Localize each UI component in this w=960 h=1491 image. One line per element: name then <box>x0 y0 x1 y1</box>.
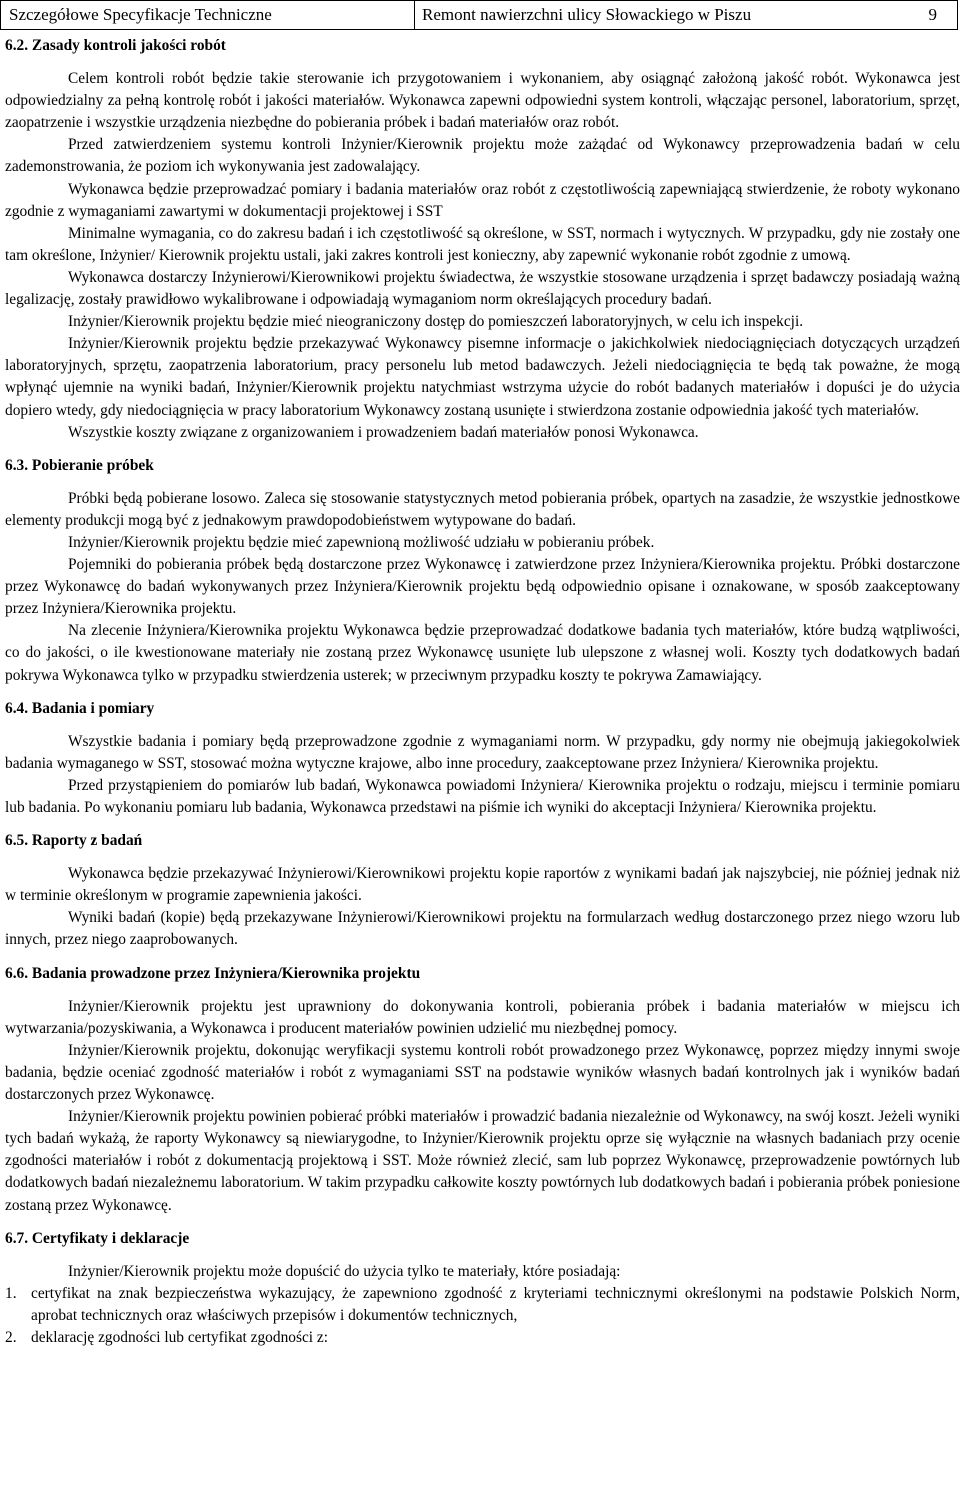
paragraph: Inżynier/Kierownik projektu, dokonując weryfikacji systemu kontroli robót prowadzonego przez Wykonawcę, poprzez między innymi swoje badania, będzie oceniać zgodność materiałów i robót z wymaganiami SST na podstawie wyników własnych badań kontrolnych jak i wyników badań dostarczonych przez Wykonawcę. <box>5 1041 960 1104</box>
paragraph: Przed przystąpieniem do pomiarów lub badań, Wykonawca powiadomi Inżyniera/ Kierownika projektu o rodzaju, miejscu i terminie pomiaru lub badania. Po wykonaniu pomiaru lub badania, Wykonawca przedstawi na piśmie ich wyniki do akceptacji Inżyniera/ Kierownika projektu. <box>5 776 960 816</box>
list-item <box>5 1327 960 1349</box>
section-heading-6-3: 6.3. Pobieranie próbek <box>5 456 154 474</box>
section-heading-6-5: 6.5. Raporty z badań <box>5 832 143 850</box>
paragraph: Inżynier/Kierownik projektu może dopuścić do użycia tylko te materiały, które posiadają: <box>68 1262 621 1280</box>
page-header <box>0 0 958 30</box>
document-body <box>5 35 960 1349</box>
paragraph: Przed zatwierdzeniem systemu kontroli Inżynier/Kierownik projektu może zażądać od Wykonawcy przeprowadzenia badań w celu zademonstrowania, że poziom ich wykonywania jest zadowalający. <box>5 136 960 176</box>
paragraph: Wykonawca będzie przeprowadzać pomiary i badania materiałów oraz robót z częstotliwością zapewniającą stwierdzenie, że roboty wykonano zgodnie z wymaganiami zawartymi w dokumentacji projektowej i SST <box>5 180 960 220</box>
list-item-text: certyfikat na znak bezpieczeństwa wykazujący, że zapewniono zgodność z kryteriami technicznymi określonymi na podstawie Polskich Norm, aprobat technicznych oraz właściwych przepisów i dokumentów technicznych, <box>31 1284 960 1324</box>
paragraph: Inżynier/Kierownik projektu będzie mieć nieograniczony dostęp do pomieszczeń laboratoryjnych, w celu ich inspekcji. <box>68 313 804 331</box>
paragraph: Celem kontroli robót będzie takie sterowanie ich przygotowaniem i wykonaniem, aby osiągnąć założoną jakość robót. Wykonawca jest odpowiedzialny za pełną kontrolę robót i jakości materiałów. Wykonawca zapewni odpowiedni system kontroli, włączając personel, laboratorium, sprzęt, zaopatrzenie i wszystkie urządzenia niezbędne do pobierania próbek i badań materiałów oraz robót. <box>5 70 960 132</box>
paragraph: Wyniki badań (kopie) będą przekazywane Inżynierowi/Kierownikowi projektu na formularzach według dostarczonego przez niego wzoru lub innych, przez niego zaaprobowanych. <box>5 909 960 949</box>
paragraph: Wszystkie koszty związane z organizowaniem i prowadzeniem badań materiałów ponosi Wykonawca. <box>68 423 699 441</box>
paragraph: Pojemniki do pobierania próbek będą dostarczone przez Wykonawcę i zatwierdzone przez Inżyniera/Kierownika projektu. Próbki dostarczone przez Wykonawcę do badań wykonywanych przez Inżyniera/Kierownik projektu będą odpowiednio opisane i oznakowane, w sposób zaakceptowany przez Inżyniera/Kierownika projektu. <box>5 556 960 618</box>
section-heading-6-7: 6.7. Certyfikaty i deklaracje <box>5 1229 190 1247</box>
certificate-list <box>5 1283 960 1349</box>
list-item <box>5 1283 960 1327</box>
paragraph: Wykonawca dostarczy Inżynierowi/Kierownikowi projektu świadectwa, że wszystkie stosowane urządzenia i sprzęt badawczy posiadają ważną legalizację, zostały prawidłowo wykalibrowane i odpowiadają wymaganiom norm określających procedury badań. <box>5 268 960 309</box>
list-item-number: 2. <box>5 1328 17 1346</box>
paragraph: Wykonawca będzie przekazywać Inżynierowi/Kierownikowi projektu kopie raportów z wynikami badań jak najszybciej, nie później jednak niż w terminie określonym w programie zapewnienia jakości. <box>5 865 960 905</box>
paragraph: Minimalne wymagania, co do zakresu badań i ich częstotliwość są określone, w SST, normach i wytycznych. W przypadku, gdy nie zostały one tam określone, Inżynier/ Kierownik projektu ustali, jaki zakres kontroli jest konieczny, aby zapewnić wykonanie robót zgodnie z umową. <box>5 224 960 264</box>
section-heading-6-4: 6.4. Badania i pomiary <box>5 699 155 717</box>
paragraph: Inżynier/Kierownik projektu powinien pobierać próbki materiałów i prowadzić badania niezależnie od Wykonawcy, na swój koszt. Jeżeli wyniki tych badań wykażą, że raporty Wykonawcy są niewiarygodne, to Inżynier/Kierownik projektu oprze się wyłącznie na własnych badaniach przy ocenie zgodności materiałów i robót z dokumentacją projektową i SST. Może również zlecić, sam lub poprzez Wykonawcę, przeprowadzenie powtórnych lub dodatkowych badań niezależnemu laboratorium. W takim przypadku całkowite koszty powtórnych lub dodatkowych badań i pobierania próbek poniesione zostaną przez Wykonawcę. <box>5 1108 960 1214</box>
paragraph: Inżynier/Kierownik projektu będzie przekazywać Wykonawcy pisemne informacje o jakichkolwiek niedociągnięciach dotyczących urządzeń laboratoryjnych, sprzętu, zaopatrzenia laboratorium, pracy personelu lub metod badawczych. Jeżeli niedociągnięcia te będą tak poważne, że mogą wpłynąć ujemnie na wyniki badań, Inżynier/Kierownik projektu natychmiast wstrzyma użycie do robót badanych materiałów i dopuści je do użycia dopiero wtedy, gdy niedociągnięcia w pracy laboratorium Wykonawcy zostaną usunięte i stwierdzona zostanie odpowiednia jakość tych materiałów. <box>5 335 960 419</box>
header-divider <box>414 1 415 29</box>
paragraph: Inżynier/Kierownik projektu jest uprawniony do dokonywania kontroli, pobierania próbek i badania materiałów w miejscu ich wytwarzania/pozyskiwania, a Wykonawca i producent materiałów powinien udzielić mu niezbędnej pomocy. <box>5 997 960 1037</box>
list-item-text: deklarację zgodności lub certyfikat zgodności z: <box>31 1328 329 1346</box>
header-document-title: Szczegółowe Specyfikacje Techniczne <box>9 5 272 24</box>
section-heading-6-6: 6.6. Badania prowadzone przez Inżyniera/Kierownika projektu <box>5 964 421 982</box>
paragraph: Próbki będą pobierane losowo. Zaleca się stosowanie statystycznych metod pobierania próbek, opartych na zasadzie, że wszystkie jednostkowe elementy produkcji mogą być z jednakowym prawdopodobieństwem wytypowane do badań. <box>5 489 960 529</box>
paragraph: Inżynier/Kierownik projektu będzie mieć zapewnioną możliwość udziału w pobieraniu próbek. <box>68 533 655 551</box>
paragraph: Na zlecenie Inżyniera/Kierownika projektu Wykonawca będzie przeprowadzać dodatkowe badania tych materiałów, które budzą wątpliwości, co do jakości, o ile kwestionowane materiały nie zostaną przez Wykonawcę usunięte lub ulepszone z własnej woli. Koszty tych dodatkowych badań pokrywa Wykonawca tylko w przypadku stwierdzenia usterek; w przeciwnym przypadku koszty te pokrywa Zamawiający. <box>5 622 960 684</box>
paragraph: Wszystkie badania i pomiary będą przeprowadzone zgodnie z wymaganiami norm. W przypadku, gdy normy nie obejmują jakiegokolwiek badania wymaganego w SST, stosować można wytyczne krajowe, albo inne procedury, zaakceptowane przez Inżyniera/ Kierownika projektu. <box>5 732 960 772</box>
list-item-number: 1. <box>5 1284 17 1302</box>
page-number: 9 <box>928 5 937 24</box>
section-heading-6-2: 6.2. Zasady kontroli jakości robót <box>5 37 226 54</box>
header-project-title: Remont nawierzchni ulicy Słowackiego w Piszu <box>422 5 752 24</box>
